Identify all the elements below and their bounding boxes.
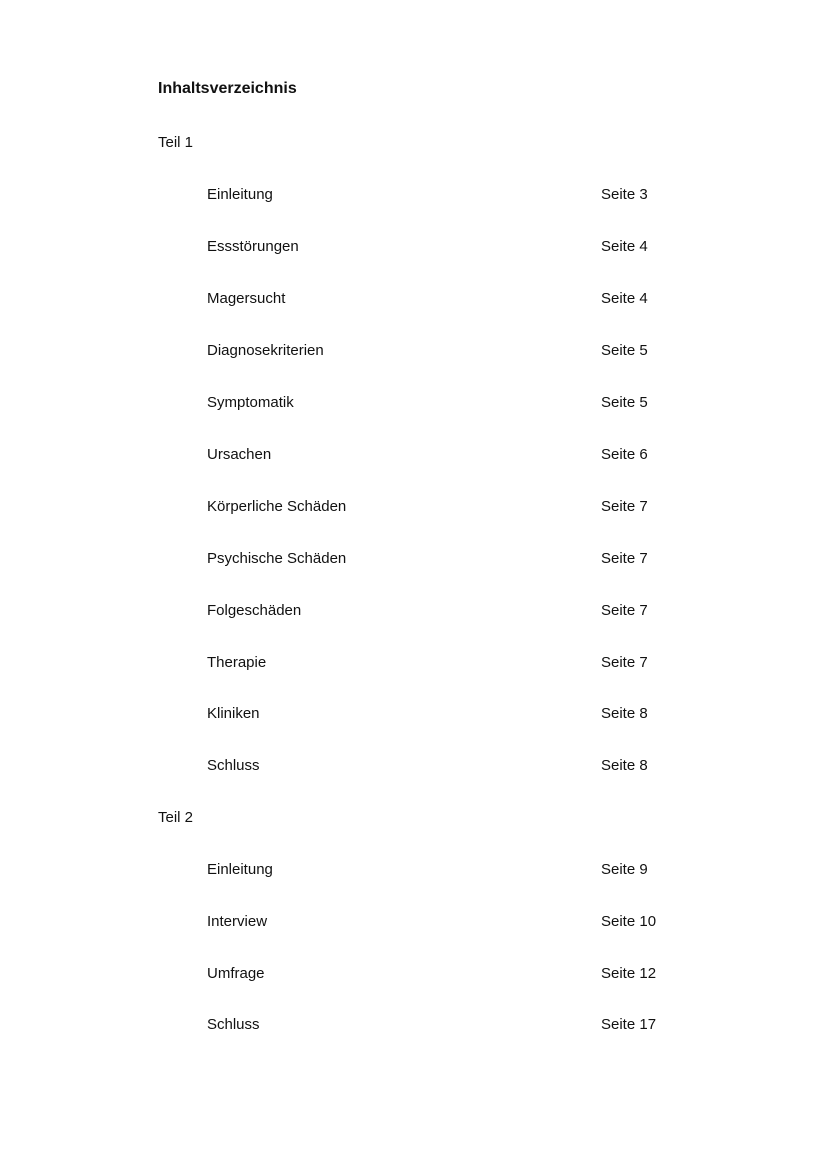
- toc-entry-label: Schluss: [207, 757, 260, 774]
- toc-entry[interactable]: [0, 393, 828, 415]
- toc-entry-page: Seite 3: [601, 186, 648, 203]
- toc-entry-label: Interview: [207, 913, 268, 930]
- toc-entry-label: Ursachen: [207, 446, 272, 463]
- toc-entry-label: Psychische Schäden: [207, 550, 347, 567]
- toc-entry[interactable]: [0, 497, 828, 519]
- toc-entry[interactable]: [0, 704, 828, 726]
- toc-entry[interactable]: [0, 601, 828, 623]
- toc-entry[interactable]: [0, 185, 828, 207]
- toc-entry-page: Seite 8: [601, 705, 648, 722]
- toc-entry-label: Körperliche Schäden: [207, 498, 347, 515]
- toc-entry-label: Magersucht: [207, 290, 286, 307]
- toc-entry-page: Seite 7: [601, 498, 648, 515]
- toc-entry-page: Seite 7: [601, 602, 648, 619]
- toc-entry[interactable]: [0, 289, 828, 311]
- toc-entry[interactable]: [0, 341, 828, 363]
- toc-entry[interactable]: [0, 237, 828, 259]
- toc-entry-label: Essstörungen: [207, 238, 299, 255]
- toc-entry[interactable]: [0, 549, 828, 571]
- toc-entry-label: Einleitung: [207, 186, 273, 203]
- toc-entry-page: Seite 10: [601, 913, 657, 930]
- toc-entry[interactable]: [0, 756, 828, 778]
- toc-title: Inhaltsverzeichnis: [158, 80, 297, 97]
- toc-entry[interactable]: [0, 912, 828, 934]
- toc-entry-label: Therapie: [207, 654, 267, 671]
- toc-entry-label: Einleitung: [207, 861, 273, 878]
- part-heading-2: Teil 2: [158, 809, 194, 826]
- toc-entry-page: Seite 4: [601, 238, 648, 255]
- toc-entry[interactable]: [0, 653, 828, 675]
- toc-entry[interactable]: [0, 860, 828, 882]
- toc-entry-page: Seite 7: [601, 654, 648, 671]
- toc-entry-label: Diagnosekriterien: [207, 342, 324, 359]
- toc-entry-page: Seite 17: [601, 1016, 657, 1033]
- toc-entry[interactable]: [0, 1015, 828, 1037]
- toc-entry[interactable]: [0, 445, 828, 467]
- toc-entry-label: Schluss: [207, 1016, 260, 1033]
- toc-entry-page: Seite 5: [601, 394, 648, 411]
- toc-entry-label: Kliniken: [207, 705, 260, 722]
- toc-entry-page: Seite 6: [601, 446, 648, 463]
- toc-entry-page: Seite 4: [601, 290, 648, 307]
- toc-entry-label: Folgeschäden: [207, 602, 302, 619]
- toc-entry-label: Umfrage: [207, 965, 265, 982]
- toc-entry-page: Seite 5: [601, 342, 648, 359]
- toc-entry-page: Seite 9: [601, 861, 648, 878]
- toc-entry-label: Symptomatik: [207, 394, 294, 411]
- toc-entry-page: Seite 8: [601, 757, 648, 774]
- toc-entry[interactable]: [0, 964, 828, 986]
- toc-entry-page: Seite 7: [601, 550, 648, 567]
- toc-entry-page: Seite 12: [601, 965, 657, 982]
- part-heading-1: Teil 1: [158, 134, 194, 151]
